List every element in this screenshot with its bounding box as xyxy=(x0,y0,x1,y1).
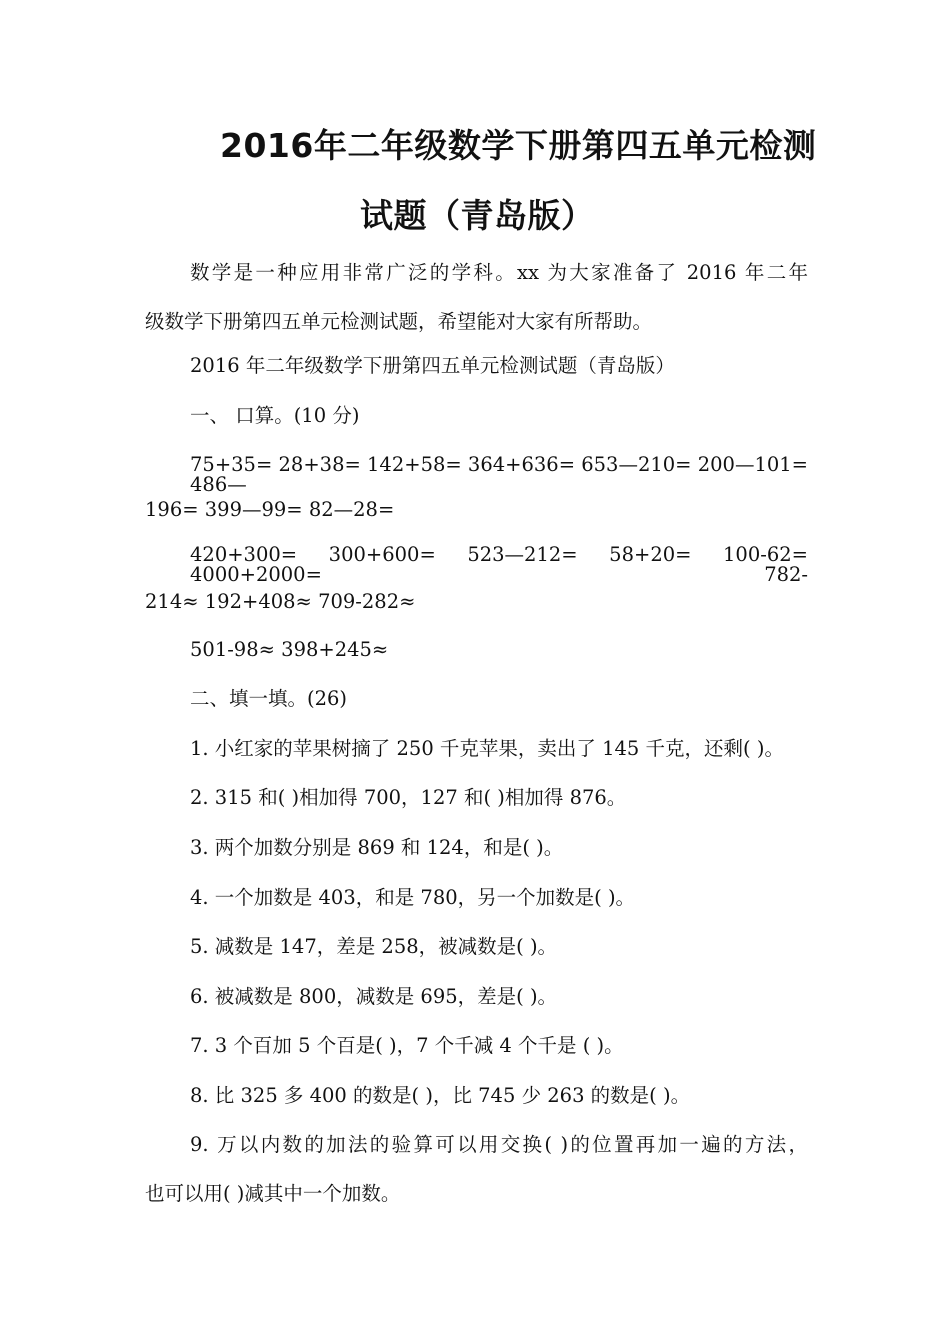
fill-in-item-4: 4. 一个加数是 403，和是 780，另一个加数是( )。 xyxy=(190,886,636,909)
section-2-heading: 二、填一填。(26) xyxy=(190,687,348,710)
mental-math-row-1-line-2: 196= 399—99= 82—28= xyxy=(145,498,395,521)
document-title-line-1: 2016年二年级数学下册第四五单元检测 xyxy=(220,126,817,165)
mental-math-row-2-line-2: 214≈ 192+408≈ 709-282≈ xyxy=(145,590,416,613)
fill-in-item-9-line-1: 9. 万以内数的加法的验算可以用交换( )的位置再加一遍的方法， xyxy=(190,1133,808,1156)
fill-in-item-3: 3. 两个加数分别是 869 和 124，和是( )。 xyxy=(190,836,564,859)
fill-in-item-9-line-2: 也可以用( )减其中一个加数。 xyxy=(145,1182,401,1205)
intro-line-2: 级数学下册第四五单元检测试题，希望能对大家有所帮助。 xyxy=(145,310,653,333)
mental-math-row-3: 501-98≈ 398+245≈ xyxy=(190,638,389,661)
fill-in-item-2: 2. 315 和( )相加得 700，127 和( )相加得 876。 xyxy=(190,786,627,809)
fill-in-item-7: 7. 3 个百加 5 个百是( )，7 个千减 4 个千是 ( )。 xyxy=(190,1034,624,1057)
section-1-heading: 一、 口算。(10 分) xyxy=(190,404,360,427)
fill-in-item-8: 8. 比 325 多 400 的数是( )，比 745 少 263 的数是( )。 xyxy=(190,1084,691,1107)
fill-in-item-6: 6. 被减数是 800，减数是 695，差是( )。 xyxy=(190,985,558,1008)
intro-line-1: 数学是一种应用非常广泛的学科。xx 为大家准备了 2016 年二年 xyxy=(190,261,808,284)
subtitle: 2016 年二年级数学下册第四五单元检测试题（青岛版） xyxy=(190,354,675,377)
fill-in-item-1: 1. 小红家的苹果树摘了 250 千克苹果，卖出了 145 千克，还剩( )。 xyxy=(190,737,784,760)
mental-math-row-1-line-1: 75+35= 28+38= 142+58= 364+636= 653—210= 200—101= 486— xyxy=(190,453,808,496)
mental-math-row-2-line-1: 420+300= 300+600= 523—212= 58+20= 100-62= 4000+2000= 782- xyxy=(190,543,808,586)
document-title-line-2: 试题（青岛版） xyxy=(360,196,595,235)
fill-in-item-5: 5. 减数是 147，差是 258，被减数是( )。 xyxy=(190,935,558,958)
